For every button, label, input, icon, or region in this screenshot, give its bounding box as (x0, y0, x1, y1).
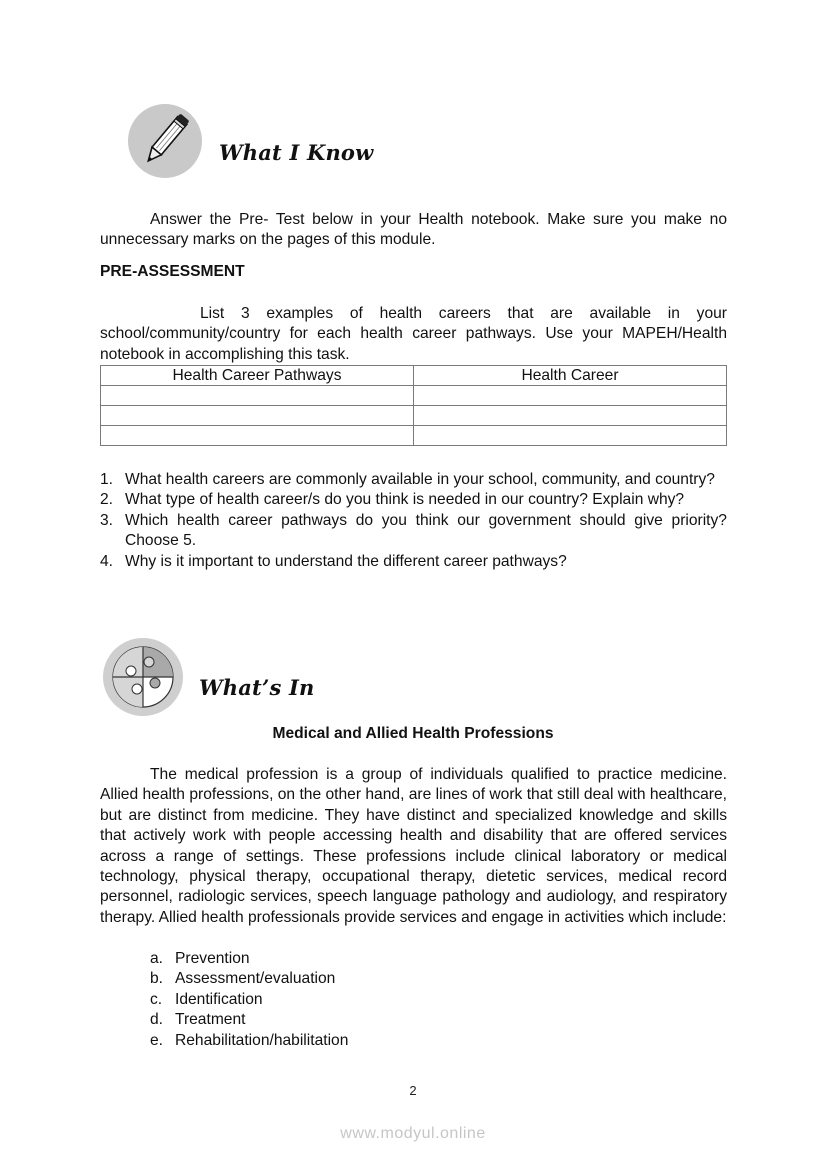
page-number: 2 (409, 1083, 417, 1098)
whats-in-paragraph (100, 765, 727, 928)
question-text: What health careers are commonly available in your school, community, and country? (125, 471, 715, 488)
table-cell (414, 406, 727, 426)
question-number: 4. (100, 552, 114, 570)
activity-list (150, 949, 348, 1051)
question-text: Which health career pathways do you think our government should give priority? Choose 5. (125, 511, 727, 550)
question-text: What type of health career/s do you think is needed in our country? Explain why? (125, 491, 685, 509)
activity-text: Rehabilitation/habilitation (175, 1031, 349, 1049)
activity-letter: a. (150, 950, 164, 967)
question-list (100, 470, 727, 572)
section-title-whats-in: What’s In (199, 675, 315, 700)
pre-assessment-table (100, 365, 727, 446)
table-cell (101, 426, 414, 446)
instruction-text: Answer the Pre- Test below in your Health notebook. Make sure you make no unnecessary marks on the pages of this module. (100, 211, 727, 249)
table-cell (414, 386, 727, 406)
table-cell (414, 426, 727, 446)
table-cell (101, 406, 414, 426)
list-item (150, 949, 348, 969)
activity-text: Treatment (175, 1011, 246, 1029)
activity-letter: e. (150, 1031, 164, 1049)
activity-text: Prevention (175, 950, 250, 967)
list-item (150, 1031, 348, 1051)
table-row (101, 386, 727, 406)
table-cell (101, 386, 414, 406)
list-item (150, 1010, 348, 1030)
question-number: 2. (100, 491, 114, 509)
list-item (100, 511, 727, 552)
column-header: Health Career Pathways (101, 366, 414, 386)
question-number: 3. (100, 511, 114, 529)
whats-in-heading: Medical and Allied Health Professions (272, 725, 554, 742)
section-title-what-i-know: What I Know (219, 140, 374, 165)
pre-assessment-heading: PRE-ASSESSMENT (100, 263, 245, 280)
puzzle-icon (103, 638, 183, 716)
activity-letter: c. (150, 990, 163, 1008)
question-text: Why is it important to understand the different career pathways? (125, 552, 567, 570)
list-item (150, 969, 348, 989)
list-item (100, 552, 727, 572)
watermark: www.modyul.online (340, 1125, 486, 1142)
question-number: 1. (100, 471, 114, 488)
activity-text: Assessment/evaluation (175, 970, 336, 988)
activity-text: Identification (175, 990, 263, 1008)
column-header: Health Career (414, 366, 727, 386)
activity-letter: d. (150, 1011, 164, 1029)
table-row (101, 406, 727, 426)
pencil-icon (128, 104, 202, 178)
task-text: List 3 examples of health careers that are available in your school/community/country for each health career pathways. Use your MAPEH/Health notebook in accomplishing this task. (100, 305, 727, 363)
task-paragraph (100, 304, 727, 365)
list-item (100, 490, 727, 510)
instruction-paragraph (100, 210, 727, 251)
table-header-row (101, 366, 727, 386)
list-item (150, 990, 348, 1010)
activity-letter: b. (150, 970, 164, 988)
whats-in-text: The medical profession is a group of individuals qualified to practice medicine. Allied health professions, on the other hand, are lines of work that still deal with healthcare, but are distinct from medicine. They have distinct and specialized knowledge and skills that actively work with people accessing health and disability that are offered services across a range of settings. These professions include clinical laboratory or medical technology, physical therapy, occupational therapy, dietetic services, medical record personnel, radiologic services, speech language pathology and audiology, and respiratory therapy. Allied health professionals provide services and engage in activities which include: (100, 766, 727, 926)
table-row (101, 426, 727, 446)
list-item (100, 470, 727, 490)
